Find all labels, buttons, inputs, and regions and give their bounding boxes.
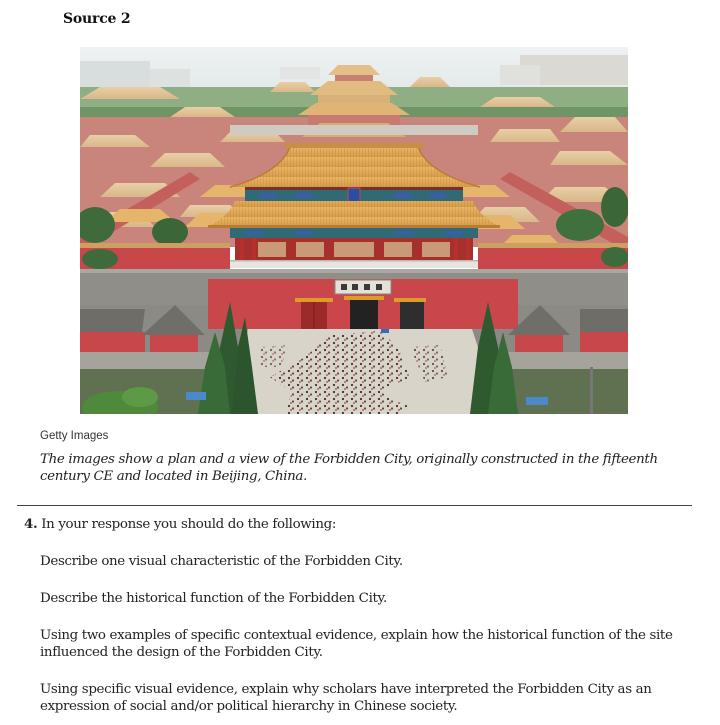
forbidden-city-photo [80, 47, 628, 414]
task-item: Using specific visual evidence, explain why scholars have interpreted the Forbidden City as an expression of social and/or political hierarchy in Chinese society. [40, 682, 652, 714]
question-stem-text: In your response you should do the following: [41, 517, 337, 532]
task-list [24, 553, 704, 715]
source-heading: Source 2 [63, 11, 131, 27]
section-divider [17, 505, 692, 506]
task-item: Describe the historical function of the Forbidden City. [40, 591, 387, 606]
question-number: 4. [24, 516, 38, 532]
task-item: Describe one visual characteristic of the Forbidden City. [40, 554, 403, 569]
question-block [24, 516, 704, 715]
question-stem [24, 516, 704, 533]
image-caption: The images show a plan and a view of the Forbidden City, originally constructed in the fifteenth century CE and located in Beijing, China. [40, 452, 658, 484]
task-item: Using two examples of specific contextual evidence, explain how the historical function of the site influenced the design of the Forbidden City. [40, 628, 673, 660]
image-credit: Getty Images [40, 430, 109, 442]
